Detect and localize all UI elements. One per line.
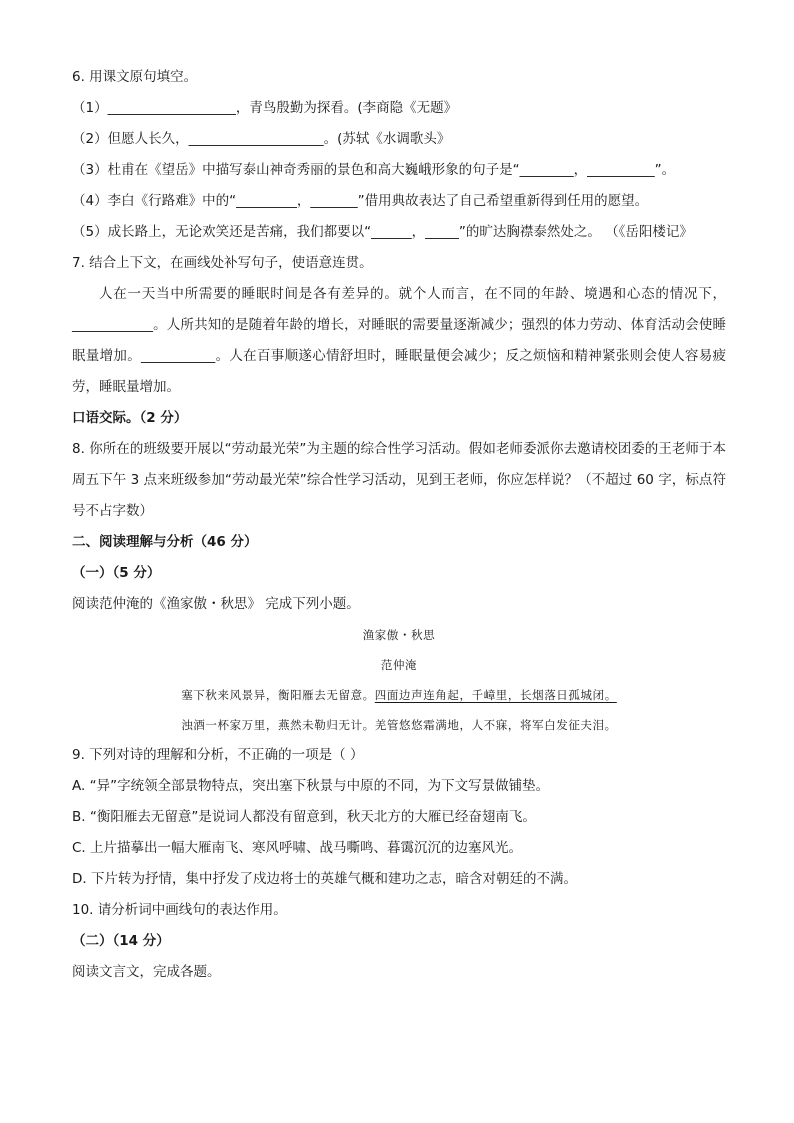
q6-item-3: （3）杜甫在《望岳》中描写泰山神奇秀丽的景色和高大巍峨形象的句子是“________，__________”。 — [72, 162, 676, 178]
q9-stem: 9. 下列对诗的理解和分析，不正确的一项是（ ） — [72, 747, 364, 763]
poem-line-1-plain: 塞下秋来风景异，衡阳雁去无留意。 — [181, 688, 375, 702]
poem-line-2: 浊酒一杯家万里，燕然未勒归无计。羌管悠悠霜满地，人不寐，将军白发征夫泪。 — [181, 718, 617, 732]
oral-heading: 口语交际。（2 分） — [72, 410, 188, 426]
q6-item-1: （1）___________________，青鸟殷勤为探看。(李商隐《无题》 — [72, 100, 458, 116]
q9-option-b: B. “衡阳雁去无留意”是说词人都没有留意到，秋天北方的大雁已经奋翅南飞。 — [72, 809, 536, 825]
q6-item-5: （5）成长路上，无论欢笑还是苦痛，我们都要以“______，_____”的旷达胸襟泰然处之。 （《岳阳楼记》 — [72, 224, 693, 240]
q6-item-4: （4）李白《行路难》中的“_________，_______”借用典故表达了自己希望重新得到任用的愿望。 — [72, 193, 649, 209]
q7-stem: 7. 结合上下文，在画线处补写句子，使语意连贯。 — [72, 255, 373, 271]
part1-intro: 阅读范仲淹的《渔家傲・秋思》 完成下列小题。 — [72, 596, 360, 612]
poem-title: 渔家傲・秋思 — [362, 628, 436, 642]
q6-item-2: （2）但愿人长久，____________________。(苏轼《水调歌头》 — [72, 131, 451, 147]
part2-intro: 阅读文言文，完成各题。 — [72, 964, 221, 980]
q10-stem: 10. 请分析词中画线句的表达作用。 — [72, 902, 287, 918]
part1-heading: （一）（5 分） — [72, 565, 161, 581]
poem-author: 范仲淹 — [380, 658, 418, 672]
poem-line-1-underlined: 四面边声连角起，千嶂里，长烟落日孤城闭。 — [374, 688, 617, 702]
q8-text: 8. 你所在的班级要开展以“劳动最光荣”为主题的综合性学习活动。假如老师委派你去邀请校团委的王老师于本周五下午 3 点来班级参加“劳动最光荣”综合性学习活动，见到王老师，你应怎样说？（不超过 60 字，标点符号不占字数） — [72, 441, 726, 519]
part2-heading: （二）（14 分） — [72, 933, 170, 949]
q7-passage: 人在一天当中所需要的睡眠时间是各有差异的。就个人而言，在不同的年龄、境遇和心态的情况下，____________。人所共知的是随着年龄的增长，对睡眠的需要量逐渐减少；强烈的体力劳动、体育活动会使睡眠量增加。___________。人在百事顺遂心情舒坦时，睡眠量便会减少；反之烦恼和精神紧张则会使人容易疲劳，睡眠量增加。 — [72, 286, 726, 395]
q9-option-a: A. “异”字统领全部景物特点，突出塞下秋景与中原的不同，为下文写景做铺垫。 — [72, 778, 550, 794]
section2-heading: 二、阅读理解与分析（46 分） — [72, 534, 258, 550]
poem-line-1 — [72, 680, 726, 710]
exam-page — [72, 62, 726, 988]
q6-stem: 6. 用课文原句填空。 — [72, 69, 198, 85]
q9-option-d: D. 下片转为抒情，集中抒发了戍边将士的英雄气概和建功之志，暗含对朝廷的不满。 — [72, 871, 577, 887]
q9-option-c: C. 上片描摹出一幅大雁南飞、寒风呼啸、战马嘶鸣、暮霭沉沉的边塞风光。 — [72, 840, 523, 856]
